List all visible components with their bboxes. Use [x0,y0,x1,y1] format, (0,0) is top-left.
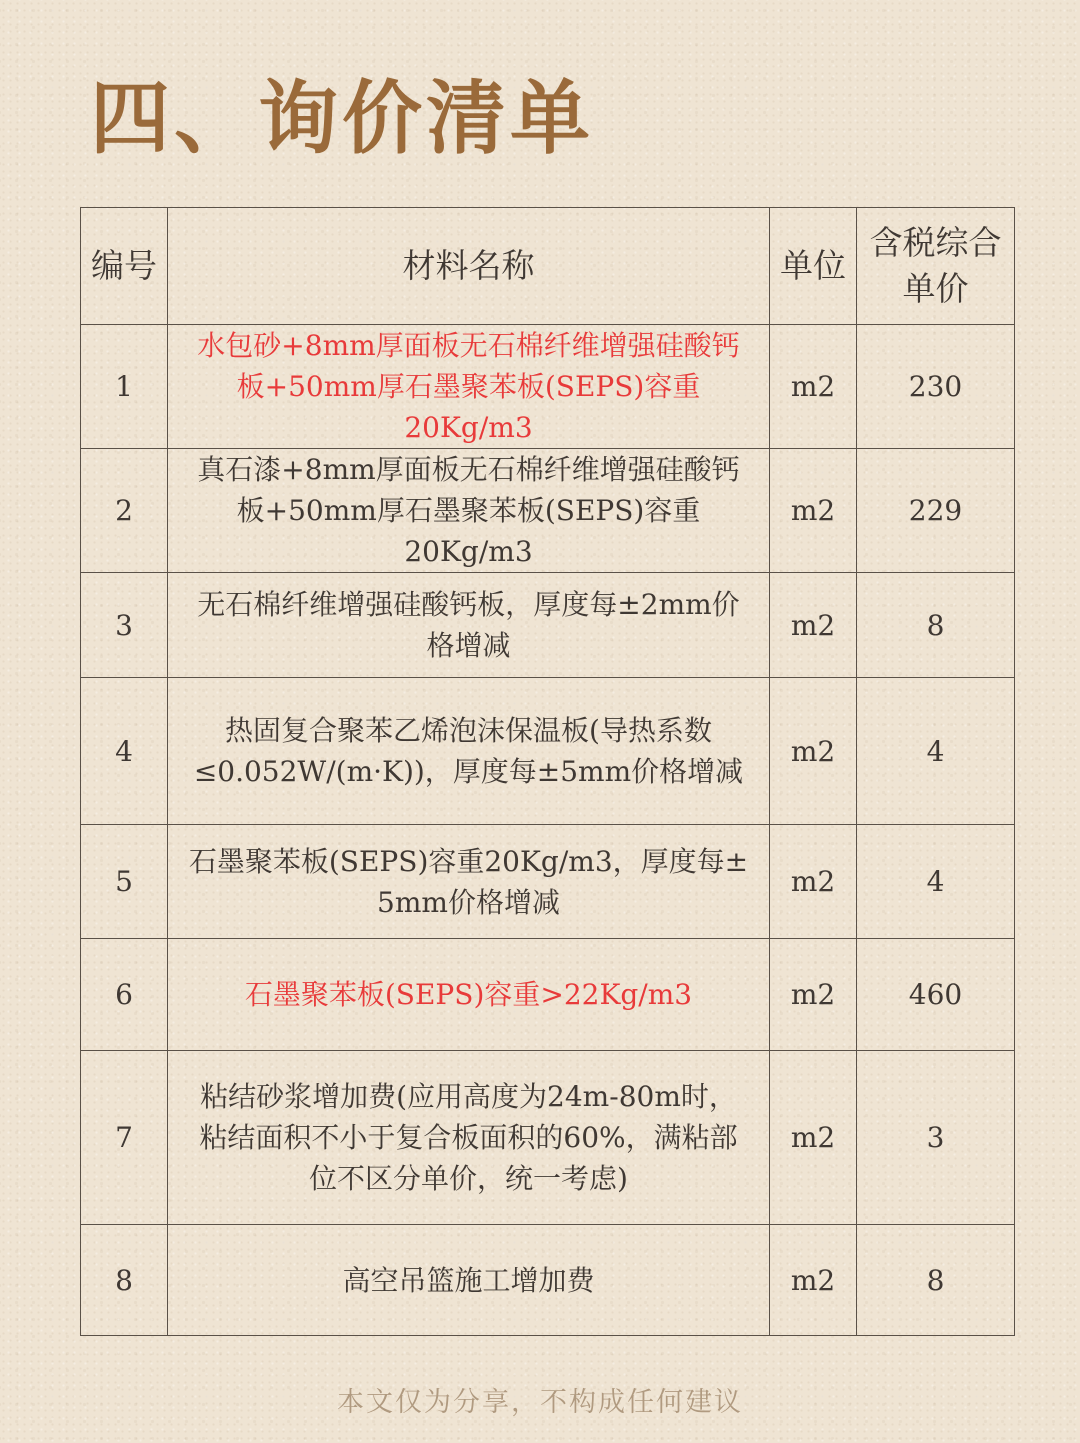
header-name: 材料名称 [168,208,770,325]
row-material-name [168,1051,770,1225]
table-row [81,825,1015,939]
row-id: 6 [81,939,168,1051]
row-price: 229 [857,449,1015,573]
header-id: 编号 [81,208,168,325]
row-material-line: 位不区分单价，统一考虑) [309,1162,628,1195]
row-material-line: 粘结面积不小于复合板面积的60%，满粘部 [199,1121,738,1154]
header-price [857,208,1015,325]
row-material-line: ≤0.052W/(m·K))，厚度每±5mm价格增减 [193,755,744,788]
row-material-name [168,939,770,1051]
row-id: 1 [81,325,168,449]
row-material-line: 板+50mm厚石墨聚苯板(SEPS)容重20Kg/m3 [236,370,701,444]
table-header-row [81,208,1015,325]
row-price: 230 [857,325,1015,449]
row-id: 5 [81,825,168,939]
row-material-name [168,678,770,825]
row-id: 4 [81,678,168,825]
row-price: 4 [857,825,1015,939]
row-material-line: 热固复合聚苯乙烯泡沫保温板(导热系数 [225,714,712,747]
row-material-line: 无石棉纤维增强硅酸钙板，厚度每±2mm价 [197,588,740,621]
row-material-line: 石墨聚苯板(SEPS)容重20Kg/m3，厚度每± [188,844,749,878]
row-price: 8 [857,1225,1015,1336]
table-row [81,573,1015,678]
table-row [81,325,1015,449]
price-table [80,207,1015,1336]
row-price: 4 [857,678,1015,825]
row-price: 3 [857,1051,1015,1225]
row-material-name [168,1225,770,1336]
row-unit: m2 [770,449,857,573]
row-id: 7 [81,1051,168,1225]
disclaimer-footer: 本文仅为分享，不构成任何建议 [337,1387,743,1418]
header-price-line2: 单价 [902,269,969,308]
row-material-name [168,325,770,449]
row-material-line: 板+50mm厚石墨聚苯板(SEPS)容重20Kg/m3 [236,494,701,568]
table-row [81,1051,1015,1225]
page-title: 四、询价清单 [90,71,594,165]
table-row [81,678,1015,825]
row-id: 3 [81,573,168,678]
table-row [81,449,1015,573]
row-material-line: 水包砂+8mm厚面板无石棉纤维增强硅酸钙 [197,329,740,362]
row-unit: m2 [770,573,857,678]
table-row [81,939,1015,1051]
row-unit: m2 [770,325,857,449]
row-material-line: 高空吊篮施工增加费 [342,1263,595,1297]
row-material-line: 格增减 [426,629,511,662]
row-material-name [168,573,770,678]
row-material-line: 真石漆+8mm厚面板无石棉纤维增强硅酸钙 [197,453,740,486]
row-id: 8 [81,1225,168,1336]
row-id: 2 [81,449,168,573]
table-row [81,1225,1015,1336]
row-price: 8 [857,573,1015,678]
row-material-line: 5mm价格增减 [377,885,560,919]
header-unit: 单位 [770,208,857,325]
row-unit: m2 [770,939,857,1051]
header-price-line1: 含税综合 [869,223,1002,262]
row-material-name [168,449,770,573]
row-unit: m2 [770,1051,857,1225]
row-material-line: 粘结砂浆增加费(应用高度为24m-80m时， [200,1080,737,1113]
row-material-line: 石墨聚苯板(SEPS)容重>22Kg/m3 [244,978,693,1011]
row-material-name [168,825,770,939]
row-unit: m2 [770,825,857,939]
row-unit: m2 [770,1225,857,1336]
row-unit: m2 [770,678,857,825]
row-price: 460 [857,939,1015,1051]
